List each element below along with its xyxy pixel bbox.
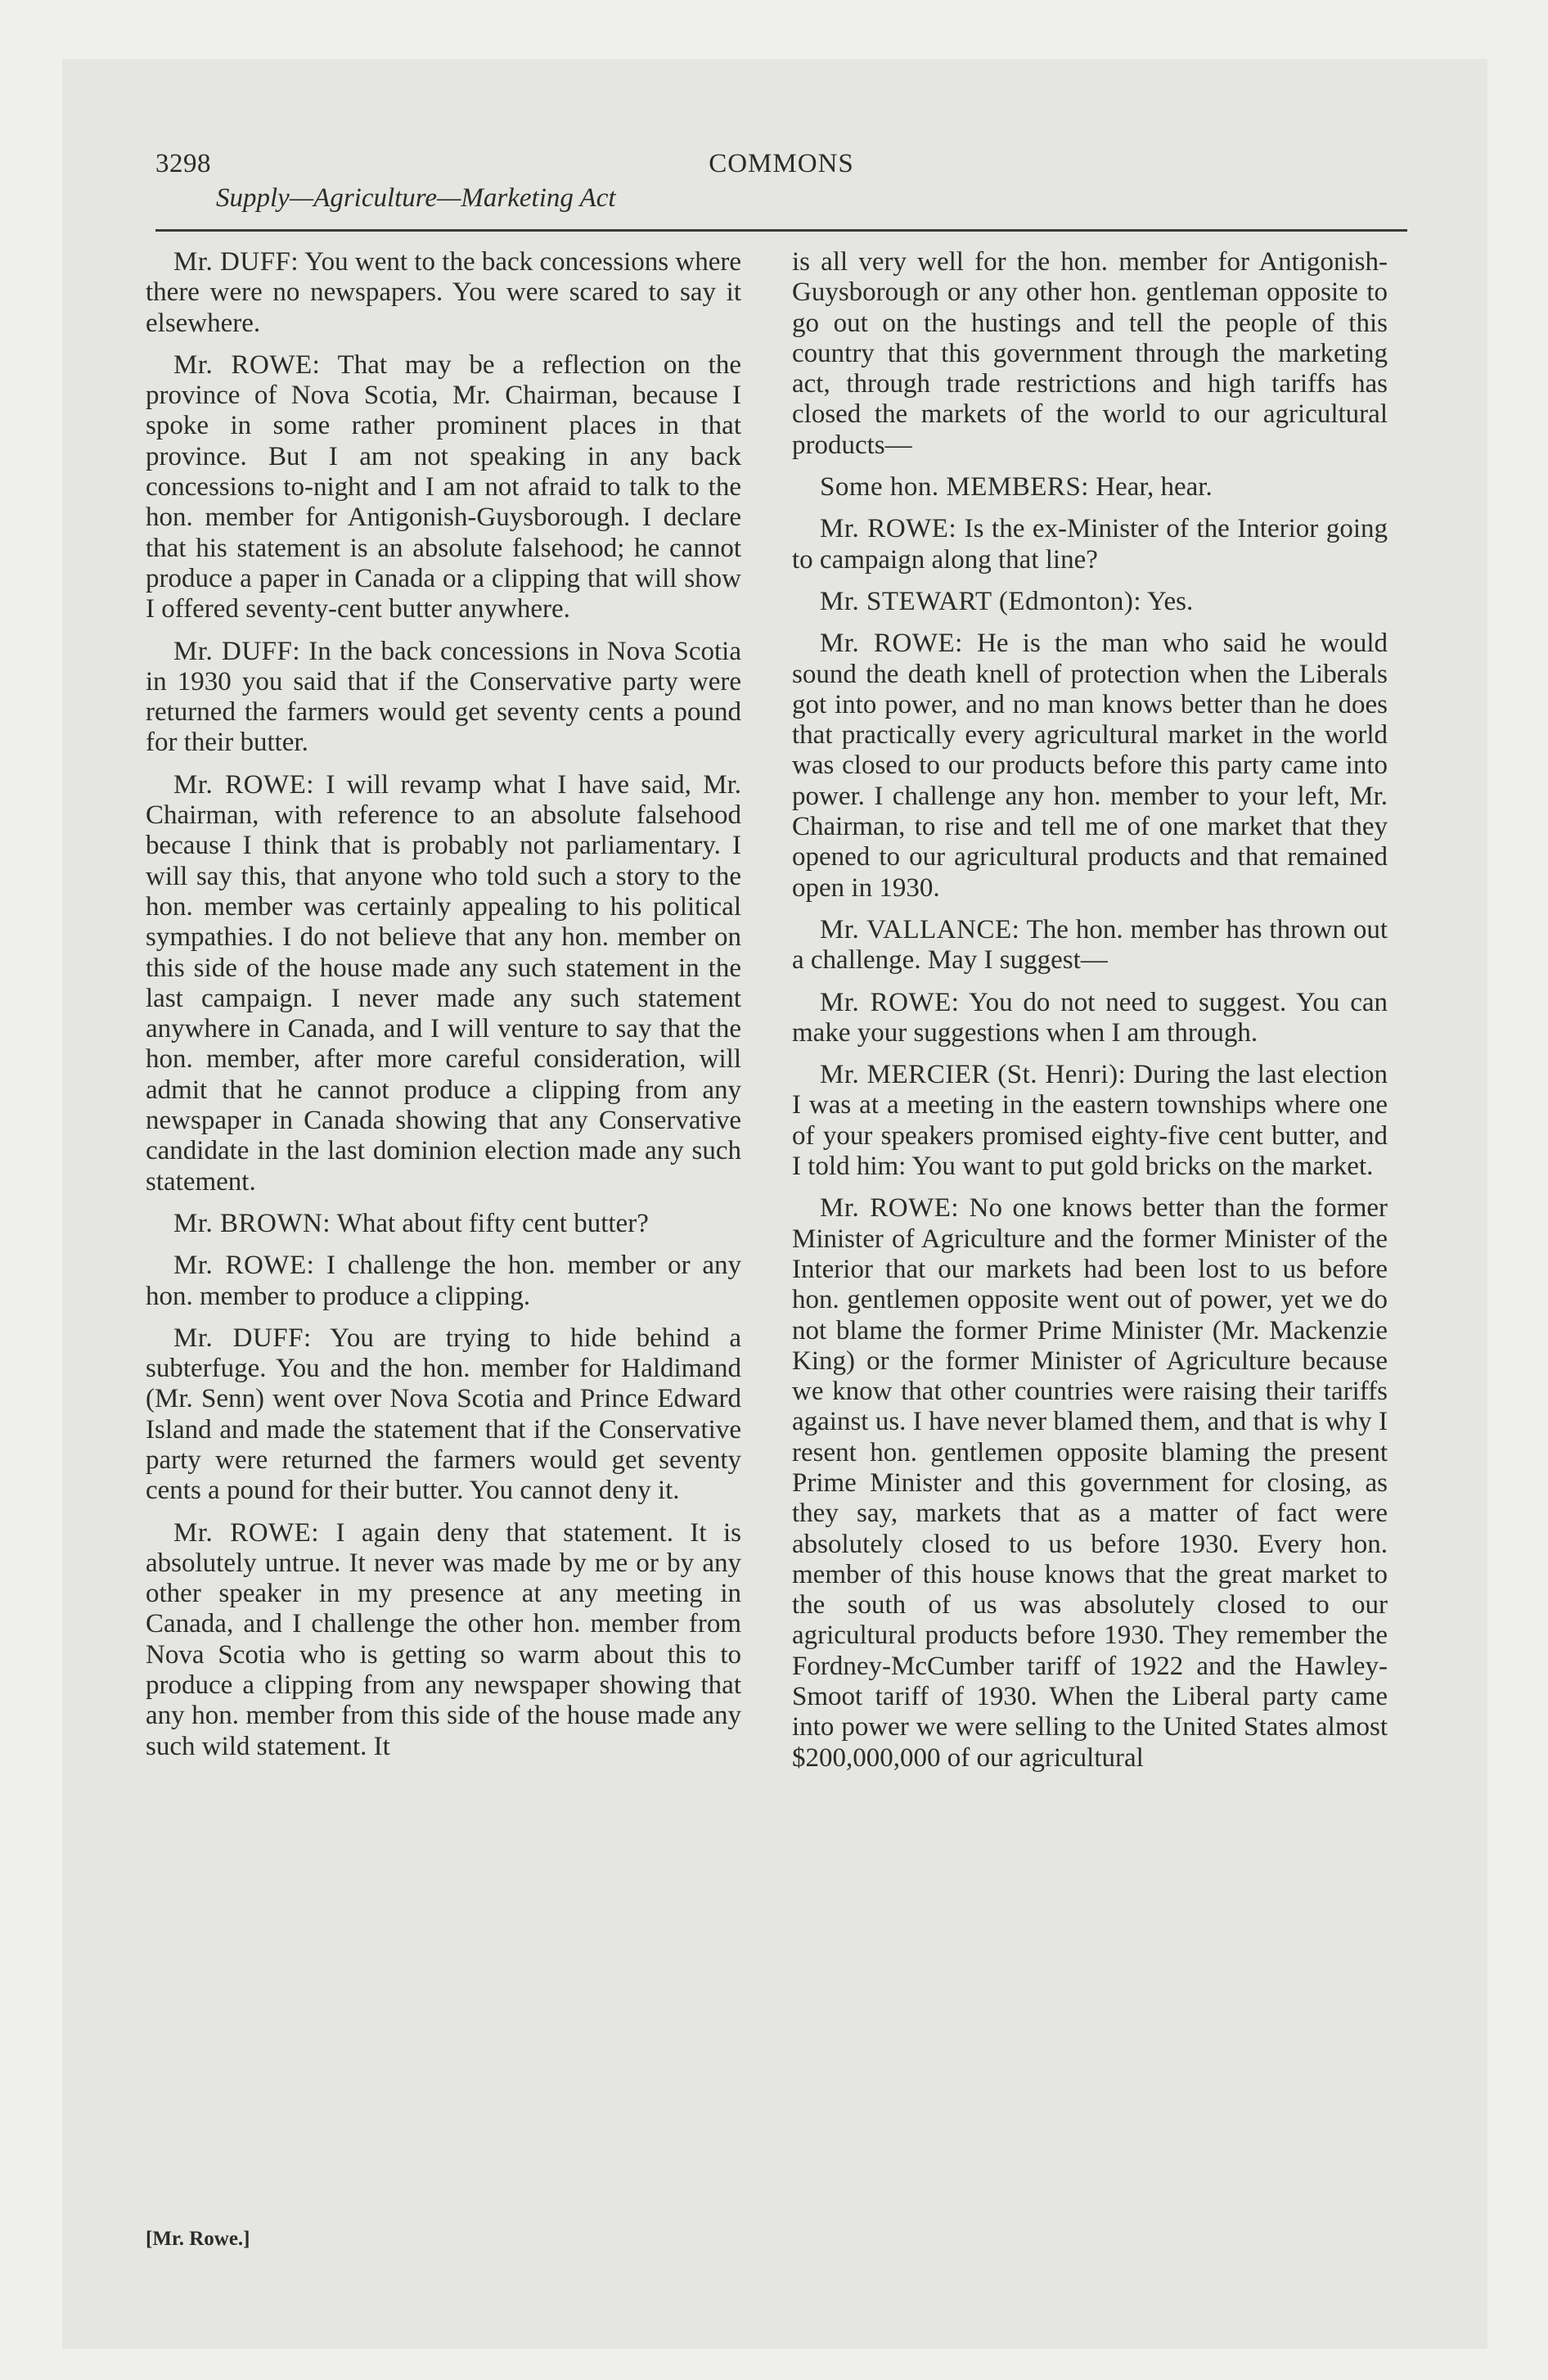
speech-text: You went to the back concessions where there were no newspapers. You were scared to say it elsewhere. bbox=[146, 247, 741, 338]
speech-text: That may be a reflection on the province of Nova Scotia, Mr. Chairman, because I spoke in some rather prominent places in that province. But I am not speaking in any back concessions to-night and I am not afraid to talk to the hon. member for Antigonish-Guysborough. I declare that his statement is an absolute falsehood; he cannot produce a paper in Canada or a clipping that will show I offered seventy-cent butter anywhere. bbox=[146, 349, 741, 624]
speaker-name: Mr. VALLANCE: bbox=[820, 914, 1020, 944]
header-rule bbox=[155, 229, 1407, 232]
speech-paragraph bbox=[146, 350, 741, 625]
speech-paragraph bbox=[146, 770, 741, 1197]
speech-paragraph bbox=[146, 1209, 741, 1239]
speech-paragraph bbox=[146, 637, 741, 759]
speaker-name: Mr. ROWE: bbox=[173, 1517, 320, 1548]
speech-text: Yes. bbox=[1141, 586, 1194, 616]
speech-paragraph bbox=[792, 247, 1388, 461]
speech-paragraph bbox=[792, 629, 1388, 904]
speech-text: No one knows better than the former Minister of Agriculture and the former Minister of the Interior that our markets had been lost to us before hon. gentlemen opposite went out of power, yet we do not blame the former Prime Minister (Mr. Mackenzie King) or the former Minister of Agriculture because we know that other countries were raising their tariffs against us. I have never blamed them, and that is why I resent hon. gentlemen opposite blaming the present Prime Minister and this government for closing, as they say, markets that as a matter of fact were absolutely closed to us before 1930. Every hon. member of this house knows that the great market to the south of us was absolutely closed to our agricultural products before 1930. They remember the Fordney-McCumber tariff of 1922 and the Hawley-Smoot tariff of 1930. When the Liberal party came into power we were selling to the United States almost $200,000,000 of our agricultural bbox=[792, 1193, 1388, 1773]
speech-text: Hear, hear. bbox=[1088, 472, 1213, 503]
speech-text: During the last election I was at a meeting in the eastern townships where one of your speakers promised eighty-five cent butter, and I told him: You want to put gold bricks on the market. bbox=[792, 1060, 1388, 1182]
speaker-name: Mr. ROWE: bbox=[820, 629, 963, 659]
page-header bbox=[155, 90, 1407, 229]
speech-paragraph bbox=[792, 587, 1388, 617]
speaker-name: Some hon. MEMBERS: bbox=[820, 472, 1089, 503]
speech-paragraph bbox=[792, 1193, 1388, 1774]
speaker-name: Mr. ROWE: bbox=[820, 1193, 960, 1224]
page-title: COMMONS bbox=[709, 149, 854, 178]
speaker-name: Mr. ROWE: bbox=[173, 349, 321, 380]
speech-text: is all very well for the hon. member for Antigonish-Guysborough or any other hon. gentleman opposite to go out on the hustings and tell the people of this country that this government through the marketing act, through trade restrictions and high tariffs has closed the markets of the world to our agricultural products— bbox=[792, 247, 1388, 460]
left-column bbox=[146, 247, 741, 1774]
speech-text: I again deny that statement. It is absolutely untrue. It never was made by me or by any other speaker in my presence at any meeting in Canada, and I challenge the other hon. member from Nova Scotia who is getting so warm about this to produce a clipping from any newspaper showing that any hon. member from this side of the house made any such wild statement. It bbox=[146, 1517, 741, 1761]
speaker-name: Mr. ROWE: bbox=[820, 514, 957, 544]
speech-paragraph bbox=[146, 1251, 741, 1312]
speech-paragraph bbox=[792, 988, 1388, 1049]
page-number: 3298 bbox=[155, 149, 211, 178]
speaker-name: Mr. ROWE: bbox=[173, 1251, 315, 1281]
speaker-name: Mr. STEWART (Edmonton): bbox=[820, 586, 1141, 616]
running-head: Supply—Agriculture—Marketing Act bbox=[216, 183, 616, 213]
speaker-name: Mr. MERCIER (St. Henri): bbox=[820, 1060, 1127, 1090]
speaker-name: Mr. BROWN: bbox=[173, 1208, 331, 1238]
speech-paragraph bbox=[146, 247, 741, 339]
speech-paragraph bbox=[792, 915, 1388, 976]
footer-speaker-tag: [Mr. Rowe.] bbox=[146, 2228, 250, 2250]
speech-text: In the back concessions in Nova Scotia in 1930 you said that if the Conservative party were returned the farmers would get seventy cents a pound for their butter. bbox=[146, 636, 741, 758]
speech-paragraph bbox=[146, 1518, 741, 1762]
speech-paragraph bbox=[792, 1060, 1388, 1182]
speaker-name: Mr. DUFF: bbox=[173, 1323, 312, 1353]
speech-text: You do not need to suggest. You can make your suggestions when I am through. bbox=[792, 987, 1388, 1048]
speech-text: The hon. member has thrown out a challenge. May I suggest— bbox=[792, 914, 1388, 976]
speech-text: I will revamp what I have said, Mr. Chairman, with reference to an absolute falsehood because I think that is probably not parliamentary. I will say this, that anyone who told such a story to the hon. member was certainly appealing to his political sympathies. I do not believe that any hon. member on this side of the house made any such statement in the last campaign. I never made any such statement anywhere in Canada, and I will venture to say that the hon. member, after more careful consideration, will admit that he cannot produce a clipping from any newspaper in Canada showing that any Conservative candidate in the last dominion election made any such statement. bbox=[146, 769, 741, 1197]
speaker-name: Mr. DUFF: bbox=[173, 247, 299, 277]
speech-paragraph bbox=[792, 514, 1388, 575]
speaker-name: Mr. ROWE: bbox=[173, 769, 314, 800]
speech-paragraph bbox=[146, 1323, 741, 1507]
speech-paragraph bbox=[792, 472, 1388, 503]
speaker-name: Mr. ROWE: bbox=[820, 987, 960, 1017]
speech-text: What about fifty cent butter? bbox=[331, 1208, 649, 1238]
speech-text: You are trying to hide behind a subterfuge. You and the hon. member for Haldimand (Mr. Senn) went over Nova Scotia and Prince Edward Island and made the statement that if the Conservative party were returned the farmers would get seventy cents a pound for their butter. You cannot deny it. bbox=[146, 1323, 741, 1506]
speech-text: I challenge the hon. member or any hon. member to produce a clipping. bbox=[146, 1251, 741, 1311]
right-column bbox=[792, 247, 1388, 1785]
speech-text: Is the ex-Minister of the Interior going to campaign along that line? bbox=[792, 514, 1388, 575]
speech-text: He is the man who said he would sound the death knell of protection when the Liberals got into power, and no man knows better than he does that practically every agricultural market in the world was closed to our products before this party came into power. I challenge any hon. member to your left, Mr. Chairman, to rise and tell me of one market that they opened to our agricultural products and that remained open in 1930. bbox=[792, 629, 1388, 903]
speaker-name: Mr. DUFF: bbox=[173, 636, 301, 666]
